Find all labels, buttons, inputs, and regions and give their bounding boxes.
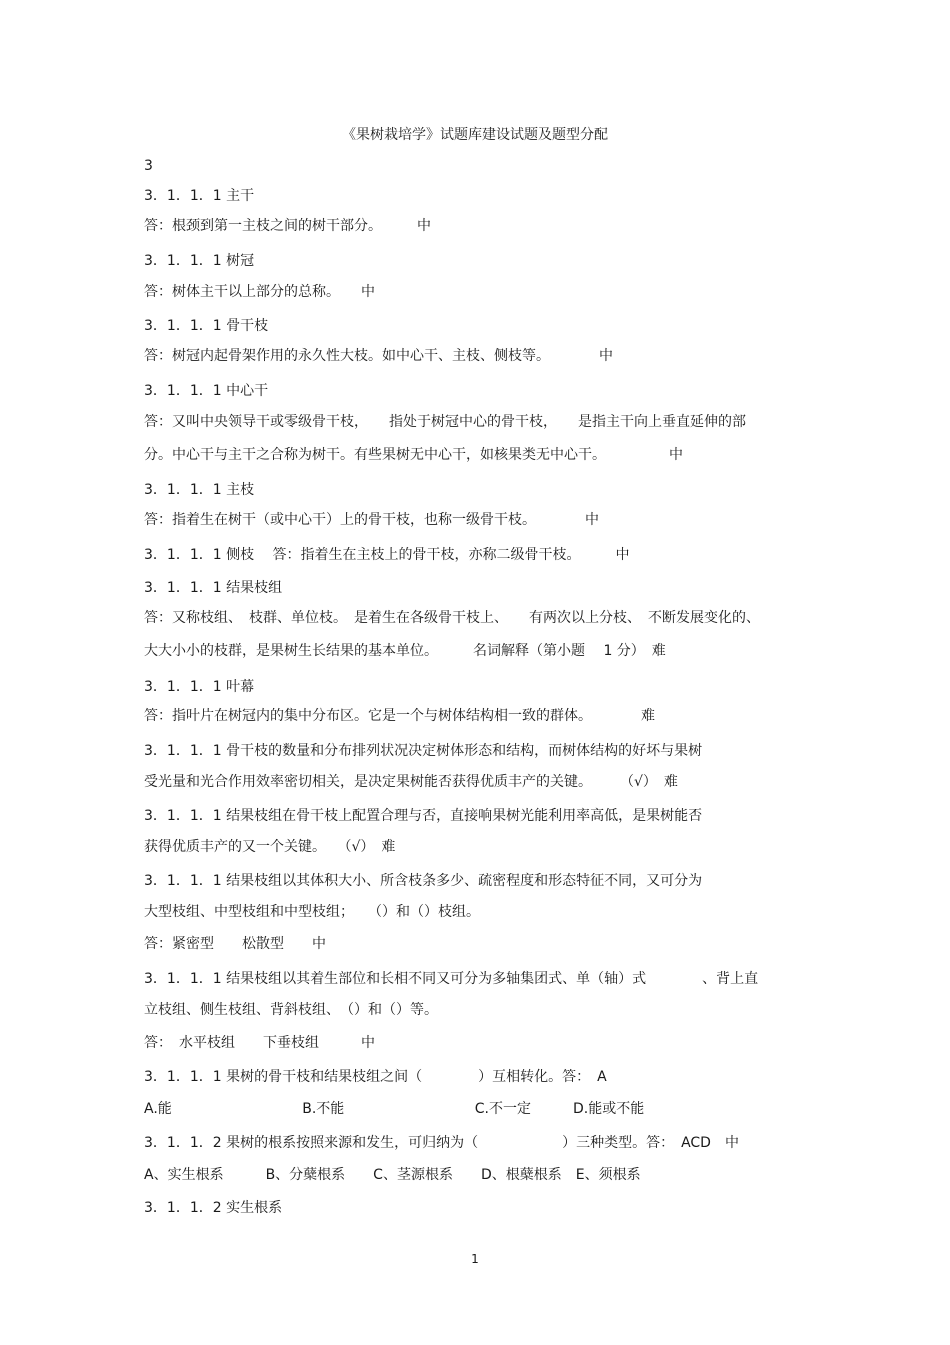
- question-line: 3．1．1．1 骨干枝的数量和分布排列状况决定树体形态和结构，而树体结构的好坏与果树: [144, 743, 703, 759]
- options-line: A、实生根系 B、分蘖根系 C、茎源根系 D、根蘖根系 E、须根系: [144, 1167, 641, 1183]
- question-line: 3．1．1．1 结果枝组以其体积大小、所含枝条多少、疏密程度和形态特征不同，又可分为: [144, 873, 703, 889]
- question-line: 3．1．1．1 果树的骨干枝和结果枝组之间（ ）互相转化。答： A: [144, 1069, 607, 1085]
- question-line: 3．1．1．1 结果枝组: [144, 580, 283, 596]
- chapter-number: 3: [144, 158, 153, 174]
- question-line: 3．1．1．2 实生根系: [144, 1200, 283, 1216]
- answer-line: 分。中心干与主干之合称为树干。有些果树无中心干，如核果类无中心干。 中: [144, 447, 683, 463]
- question-line: 3．1．1．1 结果枝组在骨干枝上配置合理与否，直接响果树光能利用率高低，是果树能否: [144, 808, 703, 824]
- answer-line: 答：又称枝组、 枝群、单位枝。 是着生在各级骨干枝上、 有两次以上分枝、 不断发展变化的、: [144, 610, 760, 626]
- question-line: 大型枝组、中型枝组和中型枝组； （）和（）枝组。: [144, 904, 480, 920]
- question-line: 3．1．1．1 叶幕: [144, 679, 255, 695]
- answer-line: 答：指叶片在树冠内的集中分布区。它是一个与树体结构相一致的群体。 难: [144, 708, 655, 724]
- answer-line: 答：指着生在树干（或中心干）上的骨干枝，也称一级骨干枝。 中: [144, 512, 599, 528]
- options-line: A.能 B.不能 C.不一定 D.能或不能: [144, 1101, 645, 1117]
- question-line: 获得优质丰产的又一个关键。 （√） 难: [144, 839, 396, 855]
- answer-line: 答：根颈到第一主枝之间的树干部分。 中: [144, 218, 431, 234]
- question-line: 立枝组、侧生枝组、背斜枝组、 （）和（）等。: [144, 1002, 438, 1018]
- answer-line: 大大小小的枝群，是果树生长结果的基本单位。 名词解释（第小题 1 分） 难: [144, 643, 666, 659]
- question-line: 3．1．1．1 骨干枝: [144, 318, 269, 334]
- question-line: 3．1．1．1 侧枝 答：指着生在主枝上的骨干枝，亦称二级骨干枝。 中: [144, 547, 630, 563]
- page-number: 1: [471, 1252, 479, 1266]
- question-line: 受光量和光合作用效率密切相关，是决定果树能否获得优质丰产的关键。 （√） 难: [144, 774, 678, 790]
- question-line: 3．1．1．1 主枝: [144, 482, 255, 498]
- answer-line: 答： 水平枝组 下垂枝组 中: [144, 1035, 375, 1051]
- question-line: 3．1．1．1 树冠: [144, 253, 255, 269]
- question-line: 3．1．1．1 结果枝组以其着生部位和长相不同又可分为多轴集团式、单（轴）式 、背上直: [144, 971, 759, 987]
- document-title: 《果树栽培学》试题库建设试题及题型分配: [342, 127, 608, 143]
- question-line: 3．1．1．1 主干: [144, 188, 255, 204]
- answer-line: 答：又叫中央领导干或零级骨干枝， 指处于树冠中心的骨干枝， 是指主干向上垂直延伸的部: [144, 414, 746, 430]
- question-line: 3．1．1．1 中心干: [144, 383, 269, 399]
- question-line: 3．1．1．2 果树的根系按照来源和发生，可归纳为（ ）三种类型。答： ACD 中: [144, 1135, 739, 1151]
- answer-line: 答：紧密型 松散型 中: [144, 936, 326, 952]
- answer-line: 答：树体主干以上部分的总称。 中: [144, 284, 375, 300]
- answer-line: 答：树冠内起骨架作用的永久性大枝。如中心干、主枝、侧枝等。 中: [144, 348, 613, 364]
